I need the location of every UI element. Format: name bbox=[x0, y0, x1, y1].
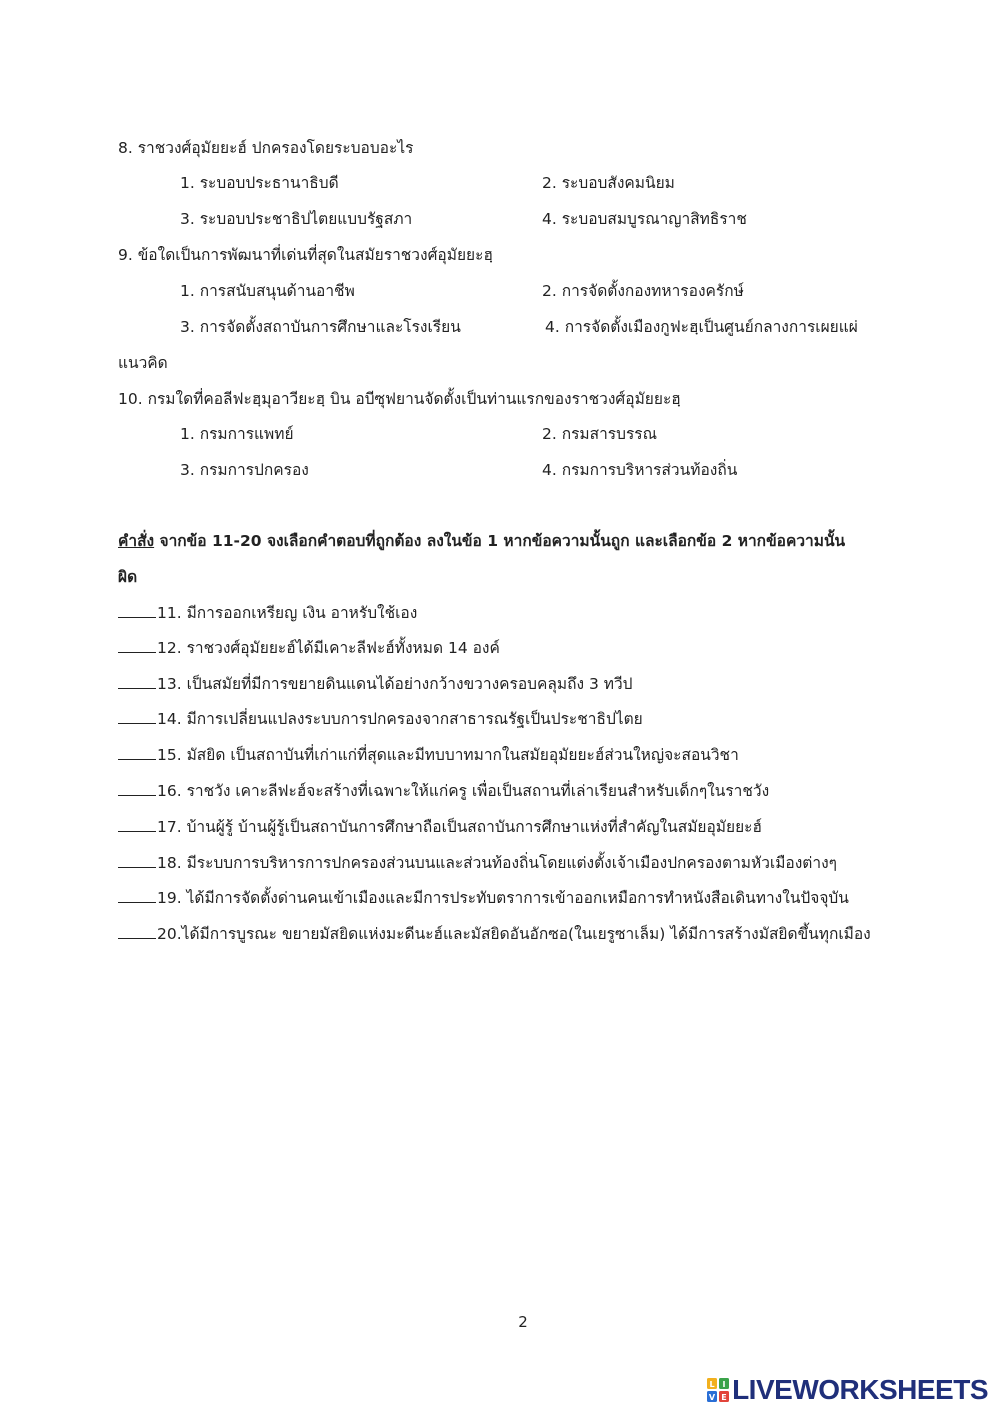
answer-blank[interactable] bbox=[118, 743, 156, 760]
question-8: 8. ราชวงศ์อุมัยยะฮ์ ปกครองโดยระบอบอะไร bbox=[118, 139, 414, 157]
svg-text:L: L bbox=[709, 1380, 715, 1389]
svg-text:E: E bbox=[721, 1393, 727, 1402]
instruction-label: คำสั่ง bbox=[118, 532, 155, 550]
tf-item-16: 16. ราชวัง เคาะลีฟะฮ์จะสร้างที่เฉพาะให้แก่ครู เพื่อเป็นสถานที่เล่าเรียนสำหรับเด็กๆในราชวัง bbox=[118, 779, 769, 803]
answer-blank[interactable] bbox=[118, 779, 156, 796]
tf-item-14: 14. มีการเปลี่ยนแปลงระบบการปกครองจากสาธารณรัฐเป็นประชาธิปไตย bbox=[118, 707, 643, 731]
answer-blank[interactable] bbox=[118, 922, 156, 939]
tf-item-20: 20.ได้มีการบูรณะ ขยายมัสยิดแห่งมะดีนะฮ์และมัสยิดอันอักซอ(ในเยรูซาเล็ม) ได้มีการสร้างมัสยิดขึ้นทุกเมือง bbox=[118, 922, 871, 946]
q8-option-3: 3. ระบอบประชาธิปไตยแบบรัฐสภา bbox=[180, 210, 413, 228]
q8-option-1: 1. ระบอบประธานาธิบดี bbox=[180, 174, 339, 192]
q9-option-3: 3. การจัดตั้งสถาบันการศึกษาและโรงเรียน bbox=[180, 318, 461, 336]
q10-option-1: 1. กรมการแพทย์ bbox=[180, 425, 294, 443]
brand-name: LIVEWORKSHEETS bbox=[732, 1374, 988, 1405]
instruction-text: จากข้อ 11-20 จงเลือกคำตอบที่ถูกต้อง ลงในข้อ 1 หากข้อความนั้นถูก และเลือกข้อ 2 หากข้อความนั้น bbox=[154, 532, 846, 550]
q10-option-3: 3. กรมการปกครอง bbox=[180, 461, 309, 479]
liveworksheets-logo-icon bbox=[707, 1378, 729, 1402]
q9-option-4-continuation: แนวคิด bbox=[118, 354, 168, 372]
q8-option-2: 2. ระบอบสังคมนิยม bbox=[542, 174, 675, 192]
tf-item-19: 19. ได้มีการจัดตั้งด่านคนเข้าเมืองและมีการประทับตราการเข้าออกเหมือการทำหนังสือเดินทางในปัจจุบัน bbox=[118, 886, 849, 910]
answer-blank[interactable] bbox=[118, 707, 156, 724]
q9-option-2: 2. การจัดตั้งกองทหารองครักษ์ bbox=[542, 282, 744, 300]
q9-option-4: 4. การจัดตั้งเมืองกูฟะฮฺเป็นศูนย์กลางการเผยแผ่ bbox=[545, 318, 858, 336]
q9-option-1: 1. การสนับสนุนด้านอาชีพ bbox=[180, 282, 355, 300]
answer-blank[interactable] bbox=[118, 636, 156, 653]
tf-item-12: 12. ราชวงศ์อุมัยยะฮ์ได้มีเคาะลีฟะฮ์ทั้งหมด 14 องค์ bbox=[118, 636, 500, 660]
question-9: 9. ข้อใดเป็นการพัฒนาที่เด่นที่สุดในสมัยราชวงศ์อุมัยยะฮฺ bbox=[118, 246, 493, 264]
answer-blank[interactable] bbox=[118, 815, 156, 832]
tf-item-13: 13. เป็นสมัยที่มีการขยายดินแดนได้อย่างกว้างขวางครอบคลุมถึง 3 ทวีป bbox=[118, 672, 633, 696]
answer-blank[interactable] bbox=[118, 886, 156, 903]
question-10: 10. กรมใดที่คอลีฟะฮฺมุอาวียะฮฺ บิน อบีซุฟยานจัดตั้งเป็นท่านแรกของราชวงศ์อุมัยยะฮฺ bbox=[118, 390, 681, 408]
svg-text:V: V bbox=[708, 1393, 716, 1402]
answer-blank[interactable] bbox=[118, 601, 156, 618]
q8-option-4: 4. ระบอบสมบูรณาญาสิทธิราช bbox=[542, 210, 747, 228]
page-number: 2 bbox=[518, 1313, 528, 1331]
tf-item-15: 15. มัสยิด เป็นสถาบันที่เก่าแก่ที่สุดและมีทบบาทมากในสมัยอุมัยยะฮ์ส่วนใหญ่จะสอนวิชา bbox=[118, 743, 739, 767]
answer-blank[interactable] bbox=[118, 672, 156, 689]
instruction-continuation: ผิด bbox=[118, 568, 138, 586]
tf-item-17: 17. บ้านผู้รู้ บ้านผู้รู้เป็นสถาบันการศึกษาถือเป็นสถาบันการศึกษาแห่งที่สำคัญในสมัยอุมัยยะฮ์ bbox=[118, 815, 762, 839]
brand-watermark bbox=[707, 1373, 988, 1407]
tf-item-11: 11. มีการออกเหรียญ เงิน อาหรับใช้เอง bbox=[118, 601, 417, 625]
tf-item-18: 18. มีระบบการบริหารการปกครองส่วนบนและส่วนท้องถิ่นโดยแต่งตั้งเจ้าเมืองปกครองตามหัวเมืองต่างๆ bbox=[118, 851, 837, 875]
q10-option-4: 4. กรมการบริหารส่วนท้องถิ่น bbox=[542, 461, 738, 479]
q10-option-2: 2. กรมสารบรรณ bbox=[542, 425, 658, 443]
svg-text:I: I bbox=[722, 1380, 726, 1389]
answer-blank[interactable] bbox=[118, 851, 156, 868]
instruction bbox=[118, 529, 845, 553]
